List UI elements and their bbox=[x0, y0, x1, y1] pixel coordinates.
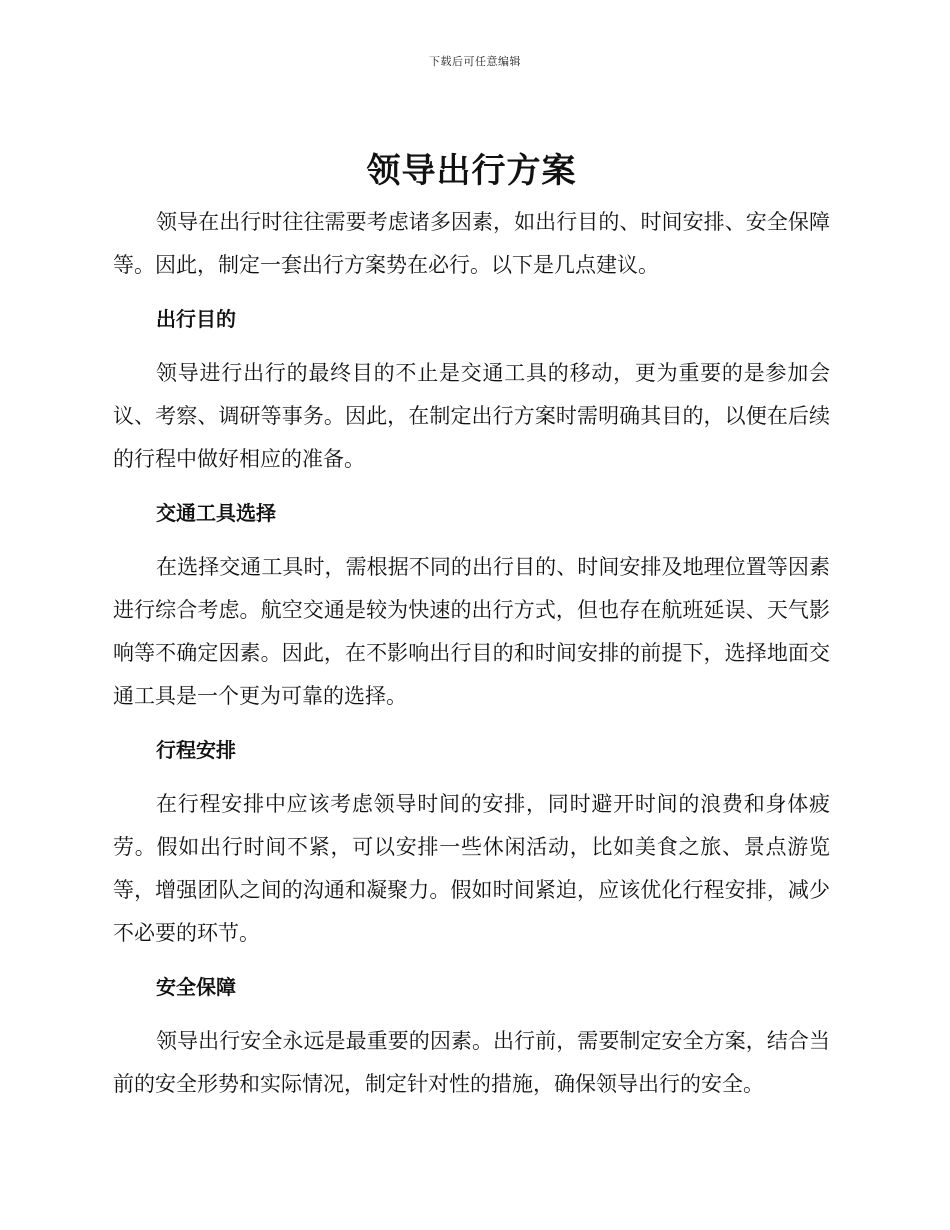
intro-paragraph: 领导在出行时往往需要考虑诸多因素，如出行目的、时间安排、安全保障等。因此，制定一套出行方案势在必行。以下是几点建议。 bbox=[113, 210, 830, 277]
section-heading-itinerary: 行程安排 bbox=[156, 738, 236, 762]
document-body bbox=[113, 148, 830, 1106]
section-heading-purpose: 出行目的 bbox=[156, 307, 236, 331]
section-body-safety: 领导出行安全永远是最重要的因素。出行前，需要制定安全方案，结合当前的安全形势和实际情况，制定针对性的措施，确保领导出行的安全。 bbox=[113, 1029, 830, 1096]
section-body-itinerary: 在行程安排中应该考虑领导时间的安排，同时避开时间的浪费和身体疲劳。假如出行时间不紧，可以安排一些休闲活动，比如美食之旅、景点游览等，增强团队之间的沟通和凝聚力。假如时间紧迫，应该优化行程安排，减少不必要的环节。 bbox=[113, 792, 830, 945]
section-heading-transport: 交通工具选择 bbox=[156, 501, 276, 525]
section-body-purpose: 领导进行出行的最终目的不止是交通工具的移动，更为重要的是参加会议、考察、调研等事务。因此，在制定出行方案时需明确其目的，以便在后续的行程中做好相应的准备。 bbox=[113, 361, 830, 471]
section-heading-safety: 安全保障 bbox=[156, 975, 236, 999]
section-body-transport: 在选择交通工具时，需根据不同的出行目的、时间安排及地理位置等因素进行综合考虑。航空交通是较为快速的出行方式，但也存在航班延误、天气影响等不确定因素。因此，在不影响出行目的和时间安排的前提下，选择地面交通工具是一个更为可靠的选择。 bbox=[113, 555, 830, 708]
page-header-note: 下载后可任意编辑 bbox=[429, 55, 521, 68]
document-title: 领导出行方案 bbox=[366, 151, 577, 191]
